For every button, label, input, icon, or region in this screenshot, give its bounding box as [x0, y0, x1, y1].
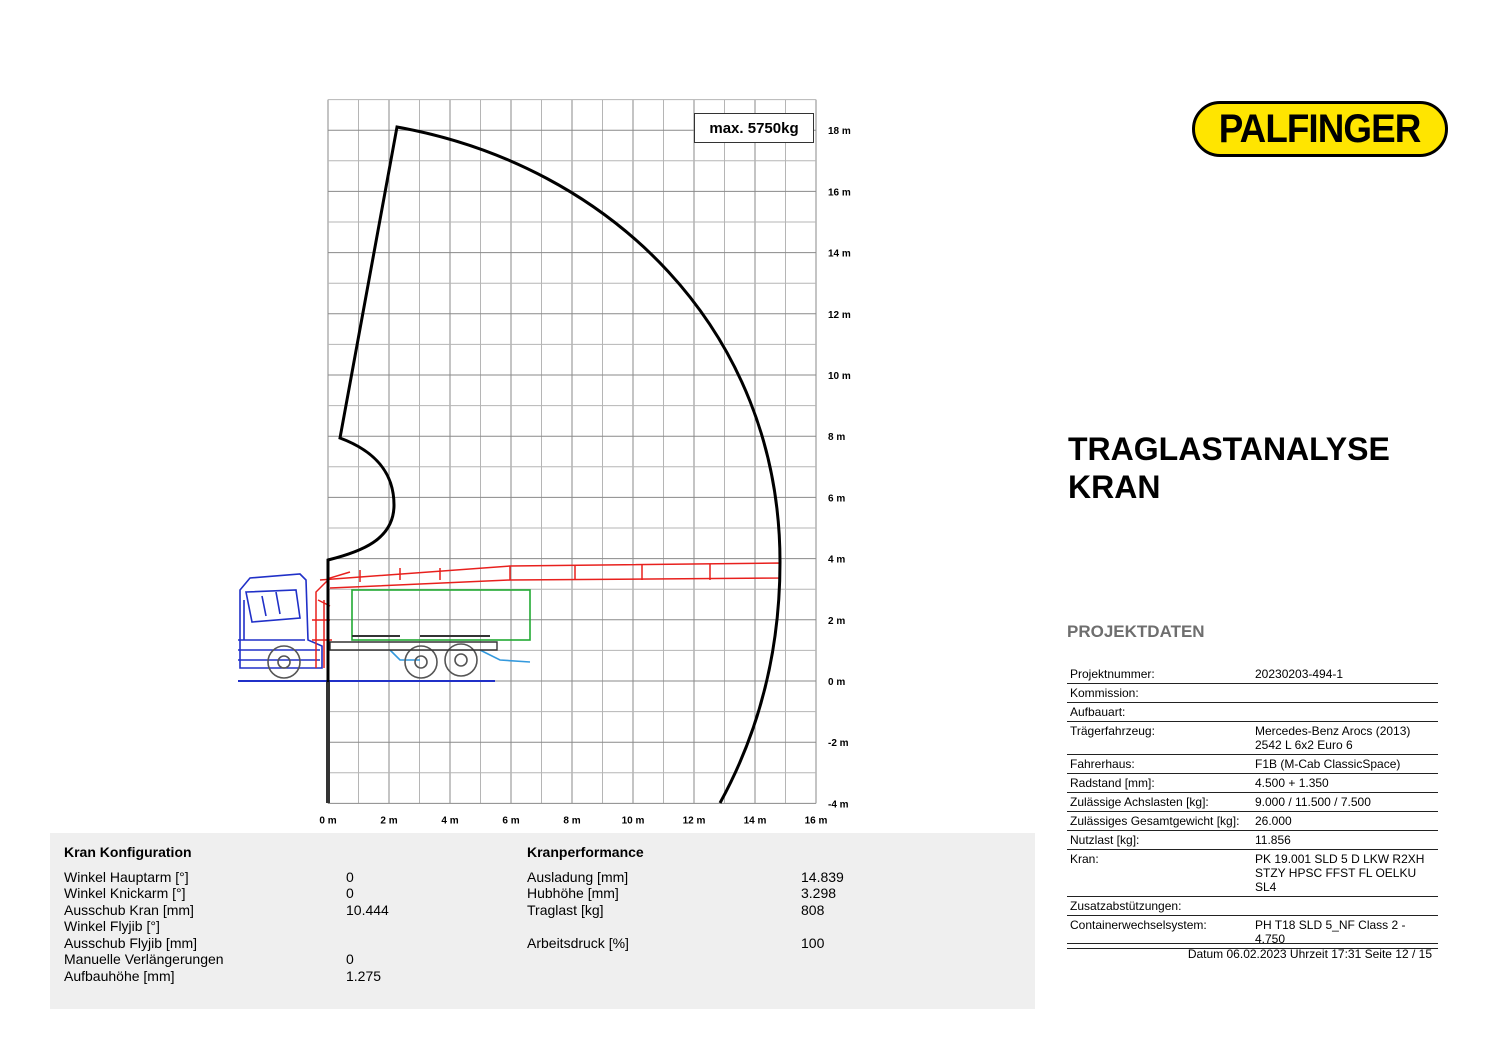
y-tick-label: 10 m [828, 371, 851, 382]
x-tick-label: 10 m [621, 815, 645, 827]
y-tick-label: 18 m [828, 126, 851, 138]
divider [1067, 943, 1438, 944]
table-row [1067, 755, 1438, 774]
performance-label: Traglast [kg] [527, 902, 604, 918]
row-label: Fahrerhaus: [1067, 755, 1252, 774]
row-value: PH T18 SLD 5_NF Class 2 - 4.750 [1252, 916, 1438, 949]
row-label: Kommission: [1067, 684, 1252, 703]
config-title: Kran Konfiguration [64, 844, 192, 860]
table-row [1067, 812, 1438, 831]
row-value [1252, 897, 1438, 916]
row-value: 20230203-494-1 [1252, 665, 1438, 684]
config-label: Manuelle Verlängerungen [64, 951, 224, 967]
config-label: Winkel Flyjib [°] [64, 918, 160, 934]
row-label: Radstand [mm]: [1067, 774, 1252, 793]
row-label: Trägerfahrzeug: [1067, 722, 1252, 755]
config-value: 0 [346, 869, 354, 885]
config-panel [50, 833, 1035, 1009]
row-label: Containerwechselsystem: [1067, 916, 1252, 949]
table-row [1067, 774, 1438, 793]
y-tick-label: 8 m [828, 432, 846, 444]
x-tick-label: 4 m [441, 815, 459, 827]
x-tick-label: 2 m [380, 815, 398, 827]
config-value: 0 [346, 885, 354, 901]
title-line-2: KRAN [1068, 469, 1161, 505]
page-title [1068, 430, 1390, 506]
row-value: 26.000 [1252, 812, 1438, 831]
page-footer: Datum 06.02.2023 Uhrzeit 17:31 Seite 12 / 15 [1187, 947, 1432, 961]
row-label: Kran: [1067, 850, 1252, 897]
row-label: Aufbauart: [1067, 703, 1252, 722]
performance-value: 808 [801, 902, 825, 918]
config-value: 10.444 [346, 902, 389, 918]
reach-envelope [328, 127, 780, 803]
performance-value: 3.298 [801, 885, 837, 901]
projektdaten-heading: PROJEKTDATEN [1067, 622, 1205, 641]
row-value [1252, 684, 1438, 703]
y-tick-label: -4 m [828, 799, 849, 811]
row-value: Mercedes-Benz Arocs (2013) 2542 L 6x2 Euro 6 [1252, 722, 1438, 755]
y-tick-label: 12 m [828, 309, 851, 321]
crane-drawing [312, 563, 780, 668]
performance-label: Ausladung [mm] [527, 869, 629, 885]
max-load-label: max. 5750kg [694, 113, 814, 143]
table-row [1067, 850, 1438, 897]
config-label: Ausschub Kran [mm] [64, 902, 194, 918]
x-tick-label: 16 m [804, 815, 828, 827]
y-axis-ticks [828, 126, 851, 810]
palfinger-logo [1192, 101, 1448, 157]
row-label: Projektnummer: [1067, 665, 1252, 684]
x-tick-label: 8 m [563, 815, 581, 827]
row-label: Zusatzabstützungen: [1067, 897, 1252, 916]
row-value: PK 19.001 SLD 5 D LKW R2XH STZY HPSC FFST FL OELKU SL4 [1252, 850, 1438, 897]
table-row [1067, 665, 1438, 684]
x-tick-label: 12 m [682, 815, 706, 827]
table-row [1067, 703, 1438, 722]
y-tick-label: -2 m [828, 738, 849, 750]
row-value: 11.856 [1252, 831, 1438, 850]
title-line-1: TRAGLASTANALYSE [1068, 431, 1390, 467]
config-label: Ausschub Flyjib [mm] [64, 935, 198, 951]
row-value: F1B (M-Cab ClassicSpace) [1252, 755, 1438, 774]
row-value: 4.500 + 1.350 [1252, 774, 1438, 793]
config-value: 1.275 [346, 968, 382, 984]
row-label: Zulässige Achslasten [kg]: [1067, 793, 1252, 812]
x-tick-label: 14 m [743, 815, 767, 827]
performance-value: 100 [801, 935, 825, 951]
row-value [1252, 703, 1438, 722]
table-row [1067, 684, 1438, 703]
config-value: 0 [346, 951, 354, 967]
projektdaten-table [1067, 665, 1438, 949]
y-tick-label: 6 m [828, 493, 846, 505]
y-tick-label: 2 m [828, 615, 846, 627]
performance-label: Arbeitsdruck [%] [527, 935, 629, 951]
y-tick-label: 4 m [828, 554, 846, 566]
performance-value: 14.839 [801, 869, 844, 885]
x-tick-label: 0 m [319, 815, 337, 827]
table-row [1067, 793, 1438, 812]
y-tick-label: 14 m [828, 248, 851, 260]
row-label: Nutzlast [kg]: [1067, 831, 1252, 850]
config-label: Winkel Knickarm [°] [64, 885, 186, 901]
table-row [1067, 831, 1438, 850]
row-value: 9.000 / 11.500 / 7.500 [1252, 793, 1438, 812]
logo-text: PALFINGER [1219, 106, 1421, 151]
config-label: Aufbauhöhe [mm] [64, 968, 175, 984]
config-label: Winkel Hauptarm [°] [64, 869, 189, 885]
performance-title: Kranperformance [527, 844, 644, 860]
y-tick-label: 16 m [828, 187, 851, 199]
row-label: Zulässiges Gesamtgewicht [kg]: [1067, 812, 1252, 831]
x-axis-ticks [319, 815, 827, 826]
chart-grid [328, 100, 816, 804]
table-row [1067, 722, 1438, 755]
x-tick-label: 6 m [502, 815, 520, 827]
performance-label: Hubhöhe [mm] [527, 885, 619, 901]
y-tick-label: 0 m [828, 677, 846, 688]
table-row [1067, 897, 1438, 916]
